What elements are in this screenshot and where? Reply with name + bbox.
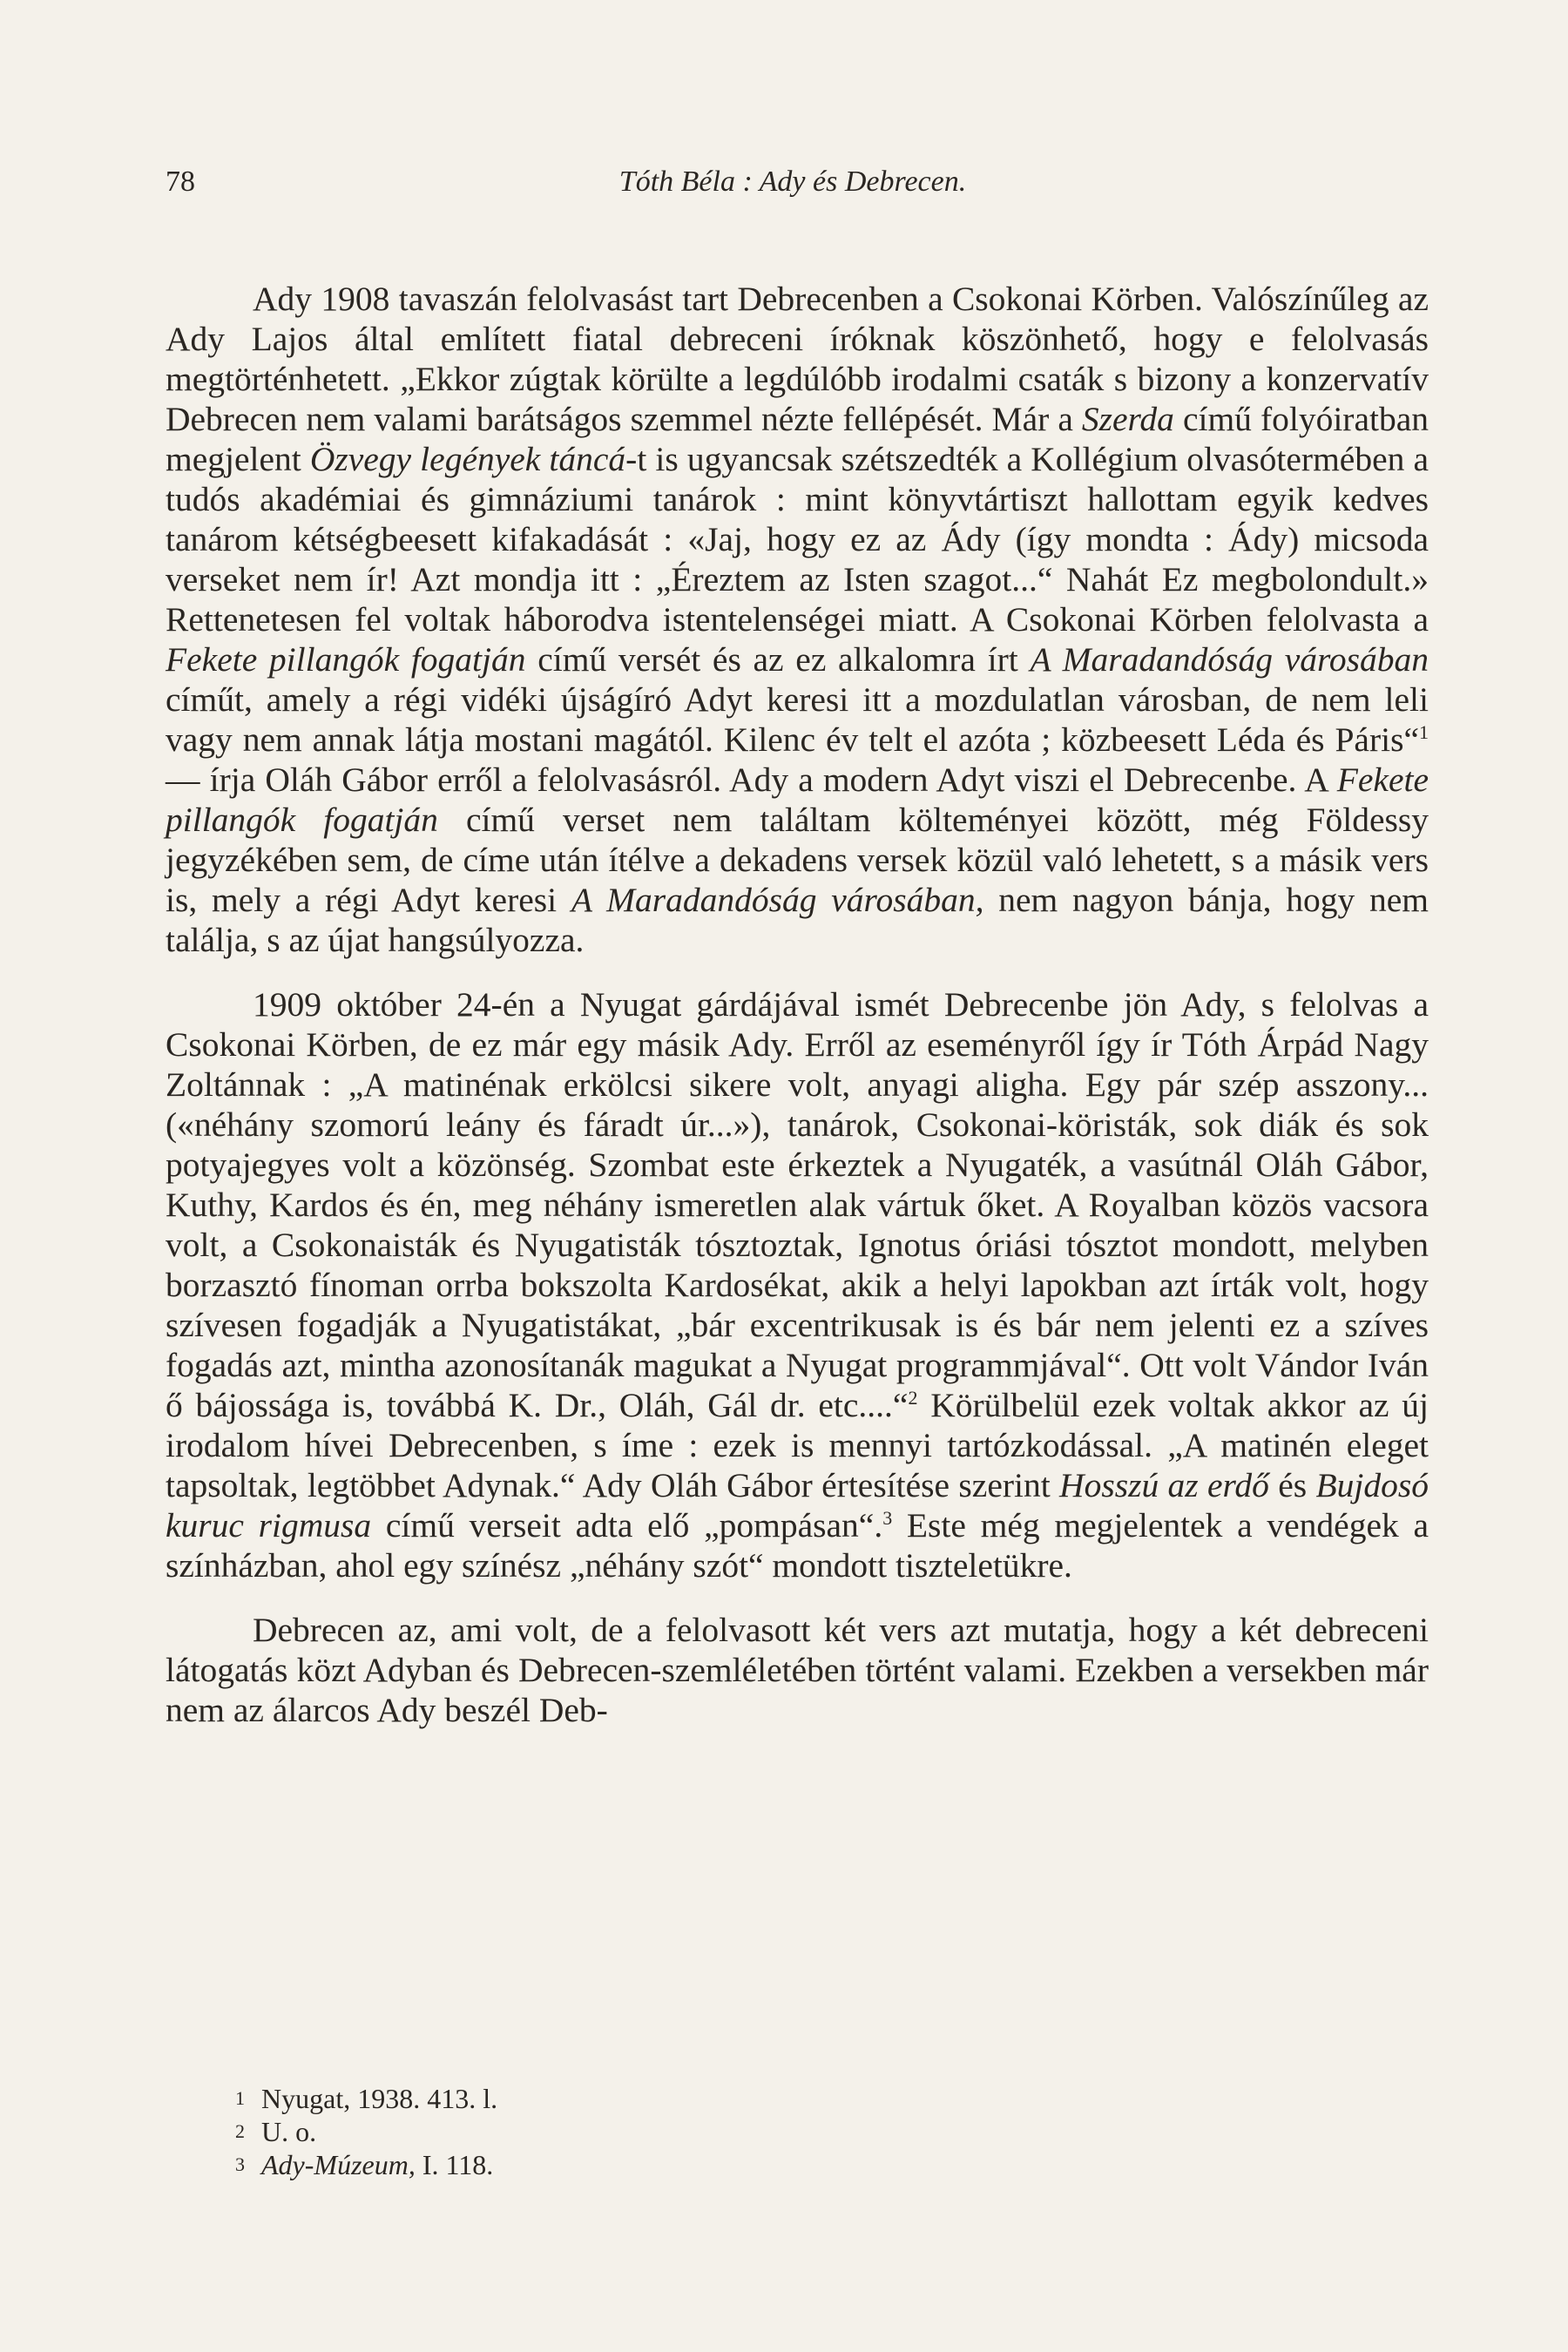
poem-title: Fekete pillangók fogatján <box>166 640 526 679</box>
footnote-title: Ady-Múzeum, <box>261 2149 416 2180</box>
paragraph-1: Ady 1908 tavaszán felolvasást tart Debrecenben a Csokonai Körben. Valószínűleg az Ady Lajos által említett fiatal debreceni íróknak köszönhető, hogy e felolvasás megtörténhetett. „Ekkor zúgtak körülte a legdúlóbb irodalmi csaták s bizony a konzervatív Debrecen nem valami barátságos szemmel nézte fellépését. Már a Szerda című folyóiratban megjelent Özvegy legények táncá-t is ugyancsak szétszedték a Kollégium olvasótermében a tudós akadémiai és gimnáziumi tanárok : mint könyvtártiszt hallottam egyik kedves tanárom kétségbeesett kifakadását : «Jaj, hogy ez az Ády (így mondta : Ády) micsoda verseket nem ír! Azt mondja itt : „Éreztem az Isten szagot...“ Nahát Ez megbolondult.» Rettenetesen fel voltak háborodva istentelenségei miatt. A Csokonai Körben felolvasta a Fekete pillangók fogatján című versét és az ez alkalomra írt A Maradandóság városában címűt, amely a régi vidéki újságíró Adyt keresi itt a mozdulatlan városban, de nem leli vagy nem annak látja mostani magától. Kilenc év telt el azóta ; közbeesett Léda és Páris“$^1$ — írja Oláh Gábor erről a felolvasásról. Ady a modern Adyt viszi el Debrecenbe. A Fekete pillangók fogatján című verset nem találtam költeményei között, még Földessy jegyzékében sem, de címe után ítélve a dekadens versek közül való lehetett, s a másik vers is, mely a régi Adyt keresi A Maradandóság városában, nem nagyon bánja, hogy nem találja, s az újat hangsúlyozza. <box>166 280 1429 959</box>
footnote <box>235 2082 1019 2115</box>
main-text <box>166 279 1429 1754</box>
footnote-number: 3 <box>235 2153 245 2175</box>
poem-title: Özvegy legények táncá <box>309 440 626 478</box>
footnote-ref: 2 <box>908 1386 918 1409</box>
footnote-ref: 1 <box>1419 720 1429 743</box>
footnote-number: 2 <box>235 2120 245 2142</box>
paragraph-3: Debrecen az, ami volt, de a felolvasott két vers azt mutatja, hogy a két debreceni látogatás közt Adyban és Debrecen-szemléletében történt valami. Ezekben a versekben már nem az álarcos Ady beszél Deb- <box>166 1611 1429 1729</box>
poem-title: A Maradandóság városában, <box>571 881 984 919</box>
footnote <box>235 2115 1019 2148</box>
poem-title: Hosszú az erdő <box>1059 1466 1269 1504</box>
footnote-ref: 3 <box>882 1506 893 1529</box>
footnote-text: I. 118. <box>415 2149 494 2180</box>
running-title: Tóth Béla : Ady és Debrecen. <box>618 166 967 198</box>
footnotes <box>235 2082 1019 2181</box>
page-header <box>166 166 1420 209</box>
poem-title: Bujdosó kuruc rigmusa <box>166 1466 1429 1544</box>
footnote <box>235 2148 1019 2181</box>
footnote-number: 1 <box>235 2087 245 2109</box>
footnote-text: U. o. <box>261 2116 317 2147</box>
periodical-title: Szerda <box>1081 400 1174 438</box>
poem-title: A Maradandóság városában <box>1030 640 1429 679</box>
page-number: 78 <box>166 166 195 198</box>
poem-title: Fekete pillangók fogatján <box>166 760 1429 839</box>
paragraph-2: 1909 október 24-én a Nyugat gárdájával ismét Debrecenbe jön Ady, s felolvas a Csokonai Körben, de ez már egy másik Ady. Erről az eseményről így ír Tóth Árpád Nagy Zoltánnak : „A matinénak erkölcsi sikere volt, anyagi aligha. Egy pár szép asszony... («néhány szomorú leány és fáradt úr...»), tanárok, Csokonai-köristák, sok diák és sok potyajegyes volt a közönség. Szombat este érkeztek a Nyugaték, a vasútnál Oláh Gábor, Kuthy, Kardos és én, meg néhány ismeretlen alak vártuk őket. A Royalban közös vacsora volt, a Csokonaisták és Nyugatisták tósztoztak, Ignotus óriási tósztot mondott, melyben borzasztó fínoman orrba bokszolta Kardosékat, akik a helyi lapokban azt írták volt, hogy szívesen fogadják a Nyugatistákat, „bár excentrikusak is és bár nem jelenti ez a szíves fogadás azt, mintha azonosítanák magukat a Nyugat programmjával“. Ott volt Vándor Iván ő bájossága is, továbbá K. Dr., Oláh, Gál dr. etc....“$^2$ Körülbelül ezek voltak akkor az új irodalom hívei Debrecenben, s íme : ezek is mennyi tartózkodással. „A matinén eleget tapsoltak, legtöbbet Adynak.“ Ady Oláh Gábor értesítése szerint Hosszú az erdő és Bujdosó kuruc rigmusa című verseit adta elő „pompásan“.$^3$ Este még megjelentek a vendégek a színházban, ahol egy színész „néhány szót“ mondott tiszteletükre. <box>166 985 1429 1585</box>
footnote-text: Nyugat, 1938. 413. l. <box>261 2083 498 2114</box>
